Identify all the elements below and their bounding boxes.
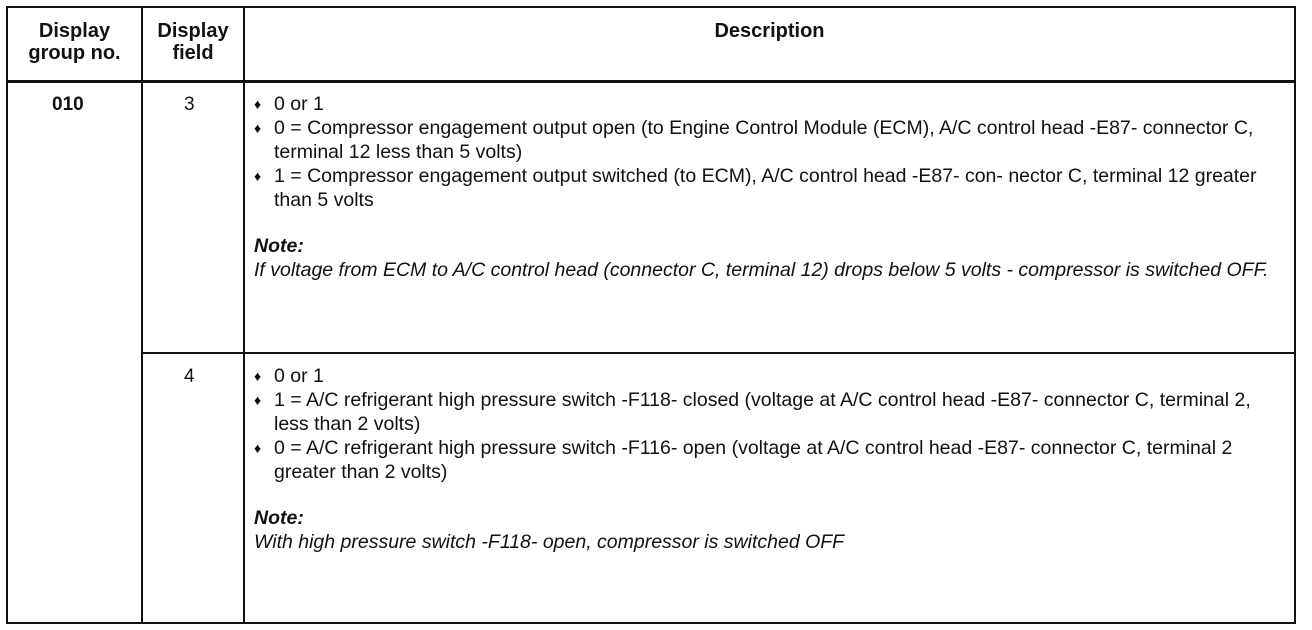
row-1-bullet-list xyxy=(254,92,1284,212)
header-display-group-line2: group no. xyxy=(28,42,121,64)
row-1-note-text: If voltage from ECM to A/C control head (connector C, terminal 12) drops below 5 volts - compressor is switched OFF. xyxy=(254,259,1269,281)
row-1-note-label: Note: xyxy=(254,235,304,257)
table-top-border xyxy=(6,6,1296,8)
row-2-note-label: Note: xyxy=(254,507,304,529)
row-1-description xyxy=(254,92,1284,282)
diagnostic-table xyxy=(6,6,1296,624)
row-1-bullet-2: ♦ 0 = Compressor engagement output open (to Engine Control Module (ECM), A/C control head -E87- connector C, terminal 12 less than 5 volts) xyxy=(254,116,1284,164)
row-1-bullet-1: ♦ 0 or 1 xyxy=(254,92,1284,116)
row-1-bullet-3: ♦ 1 = Compressor engagement output switched (to ECM), A/C control head -E87- con- nector C, terminal 12 greater than 5 volts xyxy=(254,164,1284,212)
row-2-bullet-1: ♦ 0 or 1 xyxy=(254,364,1284,388)
column-divider-2 xyxy=(243,6,245,624)
header-divider xyxy=(6,80,1296,83)
row-1-field: 3 xyxy=(184,94,195,115)
header-display-field xyxy=(143,20,243,64)
table-bottom-border xyxy=(6,622,1296,624)
row-2-note-text: With high pressure switch -F118- open, compressor is switched OFF xyxy=(254,531,845,553)
row-2-bullet-3: ♦ 0 = A/C refrigerant high pressure switch -F116- open (voltage at A/C control head -E87- connector C, terminal 2 greater than 2 volts) xyxy=(254,436,1284,484)
row-divider xyxy=(141,352,1296,354)
header-description: Description xyxy=(714,20,825,42)
row-1-group-no: 010 xyxy=(52,94,84,115)
column-divider-1 xyxy=(141,6,143,624)
header-display-field-line1: Display xyxy=(157,20,229,42)
row-2-description xyxy=(254,364,1284,554)
header-display-field-line2: field xyxy=(172,42,214,64)
header-display-group-line1: Display xyxy=(38,20,111,42)
row-2-bullet-list xyxy=(254,364,1284,484)
table-left-border xyxy=(6,6,8,624)
row-2-field: 4 xyxy=(184,366,195,387)
header-display-group xyxy=(8,20,141,64)
table-right-border xyxy=(1294,6,1296,624)
row-2-bullet-2: ♦ 1 = A/C refrigerant high pressure switch -F118- closed (voltage at A/C control head -E87- connector C, terminal 2, less than 2 volts) xyxy=(254,388,1284,436)
